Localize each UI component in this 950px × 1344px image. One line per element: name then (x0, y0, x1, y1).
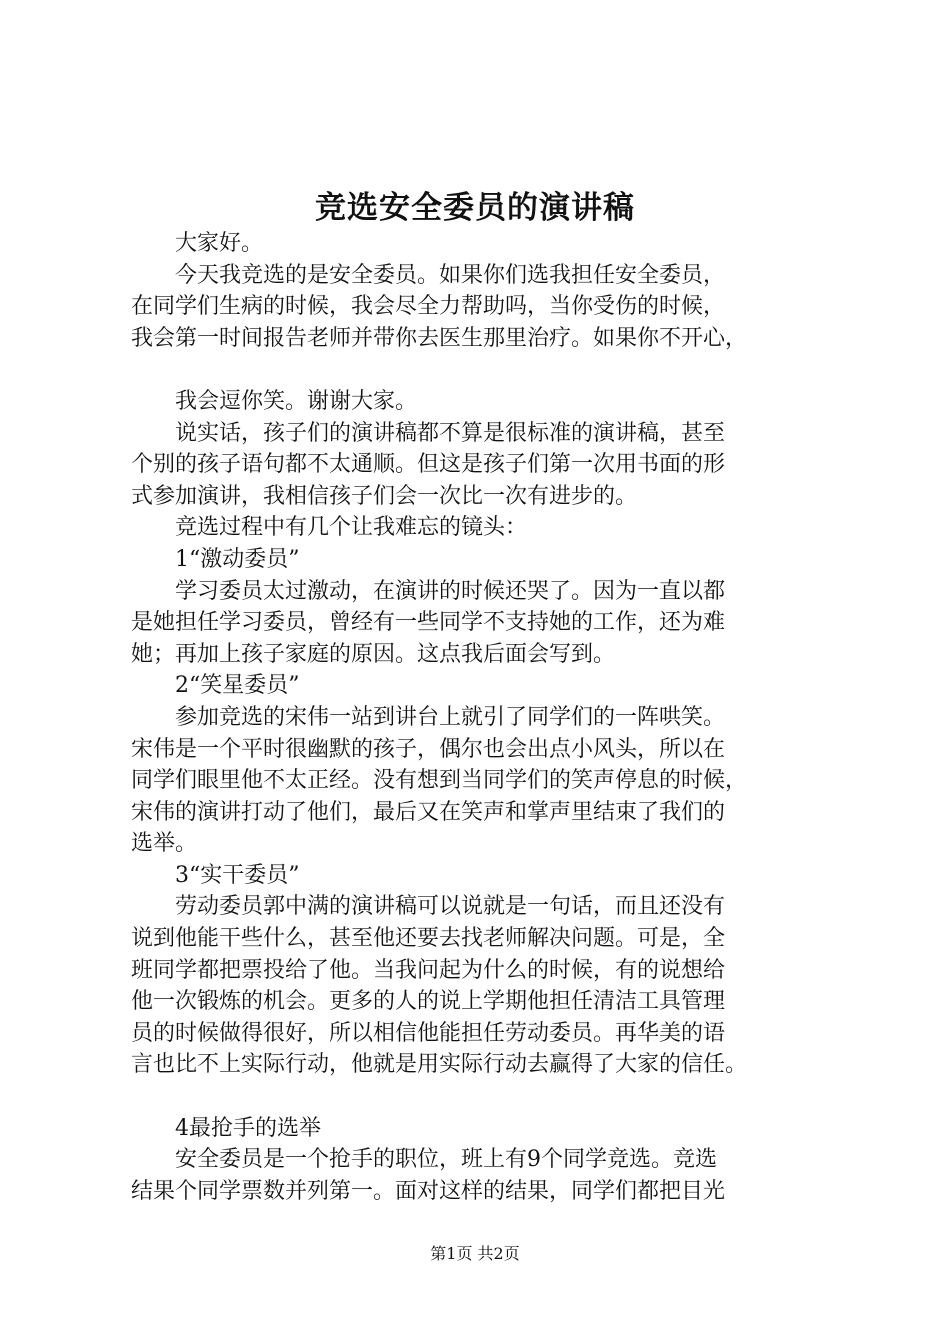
text-line: 宋伟是一个平时很幽默的孩子，偶尔也会出点小风头，所以在 (131, 736, 726, 762)
text-line: 我会逗你笑。谢谢大家。 (175, 388, 418, 414)
text-line: 3“实干委员” (175, 862, 300, 888)
text-line: 同学们眼里他不太正经。没有想到当同学们的笑声停息的时候， (131, 768, 748, 794)
text-line: 1“激动委员” (175, 546, 300, 572)
text-line: 员的时候做得很好，所以相信他能担任劳动委员。再华美的语 (131, 1020, 726, 1046)
text-line: 结果个同学票数并列第一。面对这样的结果，同学们都把目光 (131, 1178, 726, 1204)
text-line: 班同学都把票投给了他。当我问起为什么的时候，有的说想给 (131, 957, 726, 983)
blank-line (131, 1081, 851, 1113)
text-line: 今天我竞选的是安全委员。如果你们选我担任安全委员， (175, 262, 726, 288)
text-line: 劳动委员郭中满的演讲稿可以说就是一句话，而且还没有 (175, 894, 726, 920)
text-line: 我会第一时间报告老师并带你去医生那里治疗。如果你不开心， (131, 325, 748, 351)
text-line: 在同学们生病的时候，我会尽全力帮助吗，当你受伤的时候， (131, 294, 726, 320)
text-line: 个别的孩子语句都不太通顺。但这是孩子们第一次用书面的形 (131, 452, 726, 478)
text-line: 大家好。 (175, 231, 264, 256)
text-line: 学习委员太过激动，在演讲的时候还哭了。因为一直以都 (175, 578, 726, 604)
text-line: 选举。 (131, 831, 198, 857)
page-footer: 第1页 共2页 (430, 1244, 520, 1263)
blank-line (131, 354, 851, 386)
text-line: 安全委员是一个抢手的职位，班上有9个同学竞选。竞选 (175, 1147, 717, 1173)
text-line: 4最抢手的选举 (175, 1115, 321, 1141)
text-line: 他一次锻炼的机会。更多的人的说上学期他担任清洁工具管理 (131, 989, 726, 1015)
text-line: 是她担任学习委员，曾经有一些同学不支持她的工作，还为难 (131, 610, 726, 636)
text-line: 她；再加上孩子家庭的原因。这点我后面会写到。 (131, 641, 616, 667)
text-line: 说到他能干些什么，甚至他还要去找老师解决问题。可是，全 (131, 926, 726, 952)
text-line: 宋伟的演讲打动了他们，最后又在笑声和掌声里结束了我们的 (131, 799, 726, 825)
document-title: 竞选安全委员的演讲稿 (315, 190, 635, 226)
text-line: 言也比不上实际行动，他就是用实际行动去赢得了大家的信任。 (131, 1052, 748, 1078)
document-body (131, 228, 851, 1207)
text-line: 说实话，孩子们的演讲稿都不算是很标准的演讲稿，甚至 (175, 420, 726, 446)
text-line: 参加竞选的宋伟一站到讲台上就引了同学们的一阵哄笑。 (175, 704, 726, 730)
text-line: 竞选过程中有几个让我难忘的镜头： (175, 515, 528, 541)
text-line: 式参加演讲，我相信孩子们会一次比一次有进步的。 (131, 483, 638, 509)
text-line: 2“笑星委员” (175, 673, 300, 699)
